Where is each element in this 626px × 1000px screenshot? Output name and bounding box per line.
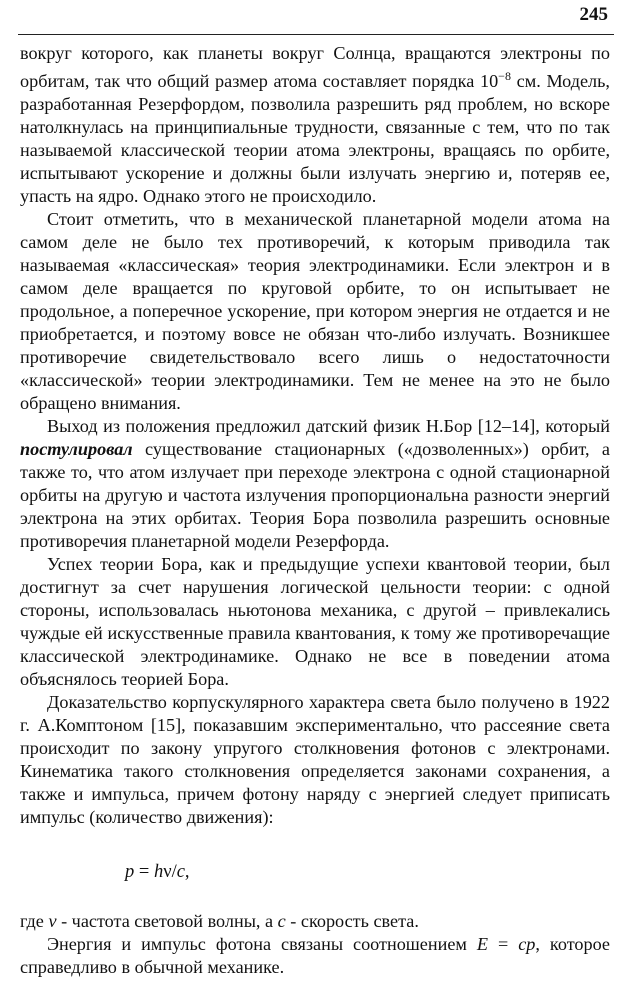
page-number: 245 — [579, 4, 608, 25]
p7-E: E — [476, 934, 489, 955]
paragraph-7 — [20, 933, 610, 979]
formula-slash: / — [171, 862, 177, 883]
formula-nu: ν — [163, 862, 172, 883]
paragraph-6 — [20, 910, 610, 933]
paragraph-2: Стоит отметить, что в механической планетарной модели атома на самом деле не было тех противоречий, к которым приводила так называемая «классическая» теория электродинамики. Если электрон и в самом деле вращается по круговой орбите, то он испытывает не продольное, а поперечное ускорение, при котором энергия не отдается и не приобретается, и поэтому вовсе не обязан что-либо излучать. Возникшее противоречие свидетельствовало всего лишь о недостаточности «классической» теории электродинамики. Тем не менее на это не было обращено внимания. — [20, 209, 610, 414]
p7-b: , которое справедливо в обычной механике. — [20, 934, 610, 978]
formula-momentum — [125, 861, 610, 884]
formula-equals: = — [134, 862, 154, 883]
body-text — [20, 42, 610, 979]
p7-cp: cp — [518, 934, 536, 955]
p6-nu: ν — [48, 911, 57, 932]
formula-c: c — [176, 862, 185, 883]
p7-a: Энергия и импульс фотона связаны соотношением — [47, 934, 477, 955]
exponent: −8 — [498, 69, 511, 83]
formula-p: p — [125, 862, 135, 883]
p6-a: где — [20, 911, 49, 932]
p6-d: - скорость света. — [285, 911, 419, 932]
paragraph-3-start: Выход из положения предложил датский физик Н.Бор [12–14], который — [47, 416, 610, 437]
emphasis-postulated: постулировал — [20, 439, 133, 460]
paragraph-1-text: вокруг которого, как планеты вокруг Солнца, вращаются электроны по орбитам, так что общий размер атома составляет порядка 10 — [20, 43, 610, 92]
formula-comma: , — [184, 862, 190, 883]
p6-c: c — [277, 911, 286, 932]
p7-eq: = — [488, 934, 519, 955]
paragraph-3 — [20, 415, 610, 553]
paragraph-4: Успех теории Бора, как и предыдущие успехи квантовой теории, был достигнут за счет нарушения логической цельности теории: с одной стороны, использовалась ньютонова механика, с другой – привлекались чуждые ей искусственные правила квантования, к тому же противоречащие классической электродинамике. Однако не все в поведении атома объяснялось теорией Бора. — [20, 554, 610, 690]
header-rule — [18, 34, 614, 35]
paragraph-5: Доказательство корпускулярного характера света было получено в 1922 г. А.Комптоном [15], показавшим экспериментально, что рассеяние света происходит по закону упругого столкновения фотонов с электронами. Кинематика такого столкновения определяется законами сохранения, а также и импульса, причем фотону наряду с энергией следует приписать импульс (количество движения): — [20, 692, 610, 828]
paragraph-1 — [20, 42, 610, 208]
formula-h: h — [153, 862, 164, 883]
paragraph-3-end: существование стационарных («дозволенных») орбит, а также то, что атом излучает при переходе электрона с одной стационарной орбиты на другую и частота излучения пропорциональна разности энергий электрона на этих орбитах. Теория Бора позволила разрешить основные противоречия планетарной модели Резерфорда. — [20, 439, 610, 552]
p6-b: - частота световой волны, а — [56, 911, 278, 932]
paragraph-1-tail: см. Модель, разработанная Резерфордом, позволила разрешить ряд проблем, но вскоре натолкнулась на принципиальные трудности, связанные с тем, что по так называемой классической теории атома электроны, вращаясь по орбите, испытывают ускорение и должны были излучать энергию и, потеряв ее, упасть на ядро. Однако этого не происходило. — [20, 71, 610, 207]
